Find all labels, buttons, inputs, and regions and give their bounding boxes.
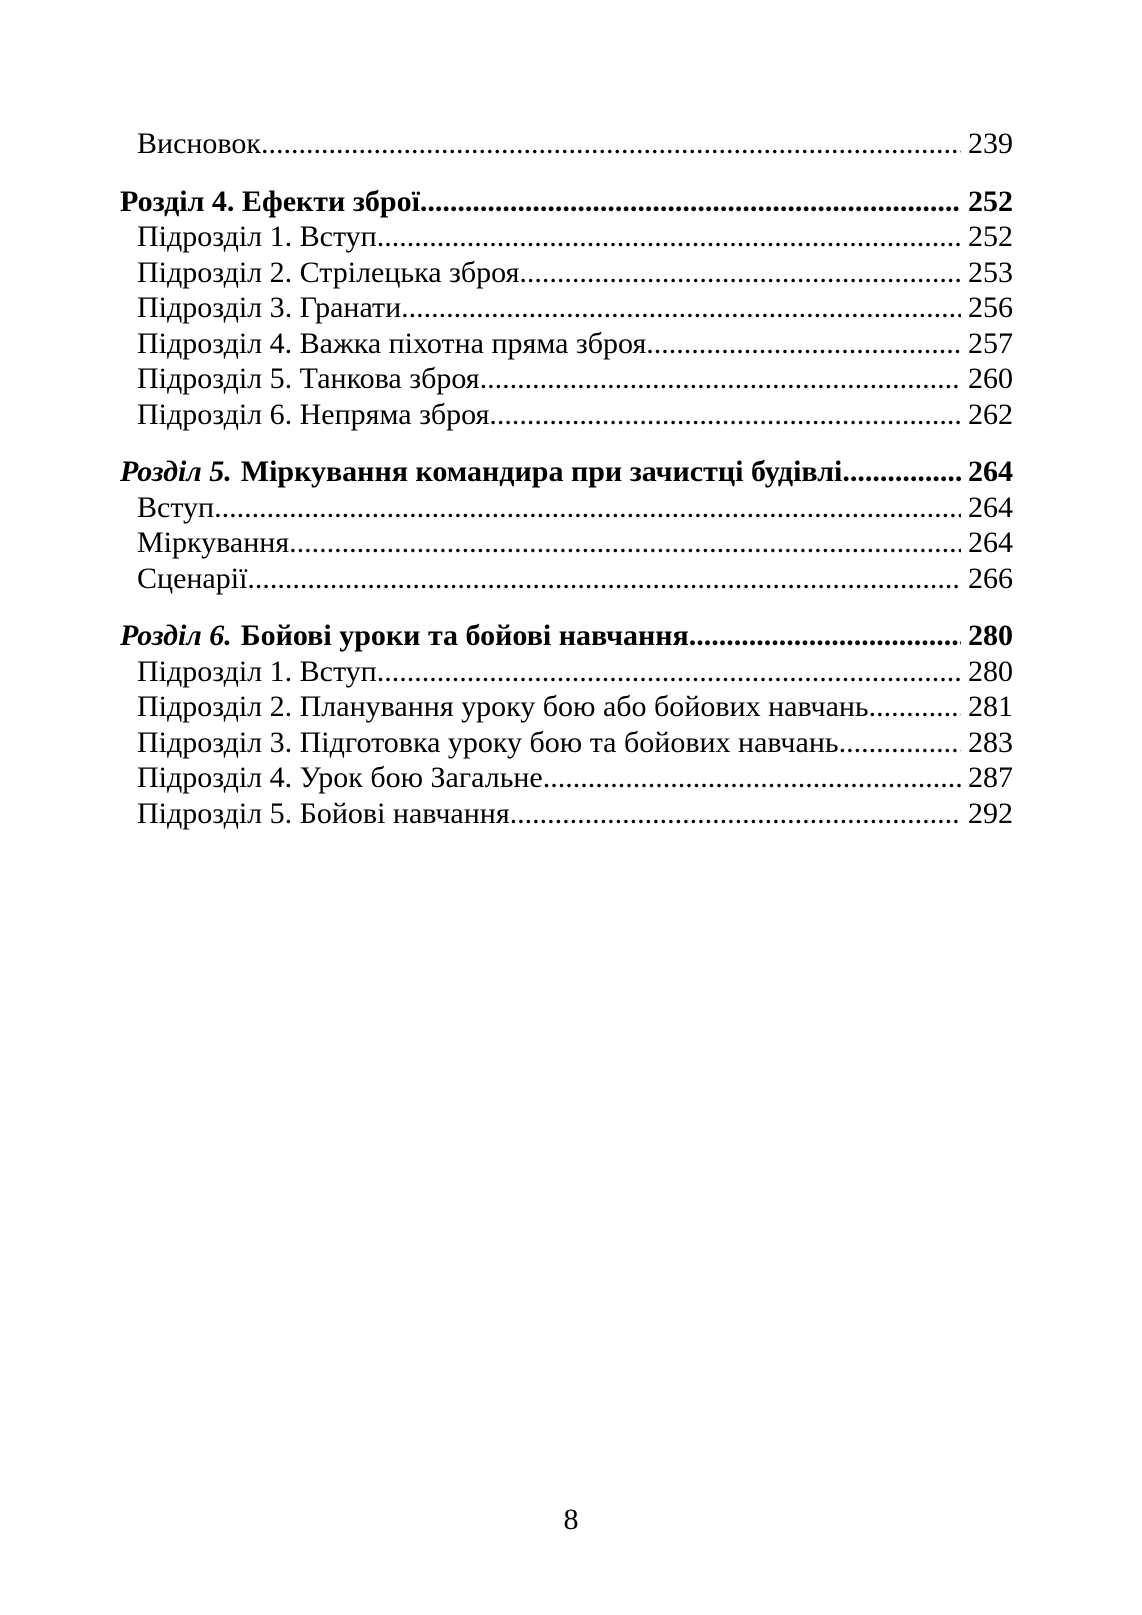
dot-leader (420, 184, 961, 220)
toc-entry-page: 280 (968, 619, 1013, 652)
toc-entry-page: 292 (968, 796, 1013, 830)
toc-entry-page: 252 (968, 184, 1013, 218)
toc-entry-page: 264 (968, 490, 1013, 524)
toc-entry-chapter-number: Розділ 6. (120, 619, 232, 652)
toc-entry-page: 266 (968, 561, 1013, 595)
dot-leader (401, 290, 961, 326)
toc-entry-page: 260 (968, 362, 1013, 395)
toc-entry (137, 525, 1013, 561)
dot-leader (510, 796, 961, 832)
toc-entry-page: 257 (968, 326, 1013, 360)
toc-entry-title: Розділ 4. Ефекти зброї (120, 184, 420, 218)
toc-entry (137, 689, 1013, 725)
dot-leader (377, 219, 961, 255)
toc-entry (137, 361, 1013, 397)
dot-leader (289, 525, 961, 561)
toc-entry (137, 561, 1013, 597)
toc-entry-title: Сценарії (137, 561, 248, 595)
toc-entry-title: Підрозділ 3. Підготовка уроку бою та бойових навчань (137, 725, 839, 759)
dot-leader (214, 490, 961, 526)
toc-entry-title: Міркування командира при зачистці будівлі (240, 455, 843, 488)
dot-leader (489, 397, 961, 433)
dot-leader (842, 454, 961, 490)
toc-entry-title: Висновок (137, 127, 261, 160)
toc-entry-page: 239 (968, 127, 1013, 160)
toc-entry-title: Підрозділ 1. Вступ (137, 220, 377, 253)
toc-entry (137, 255, 1013, 291)
dot-leader (646, 326, 961, 362)
toc-entry-title: Підрозділ 6. Непряма зброя (137, 397, 490, 431)
toc-entry (137, 397, 1013, 433)
toc-entry-chapter-number: Розділ 5. (120, 455, 232, 488)
toc-entry-chapter (120, 454, 1013, 490)
toc-entry-title: Вступ (137, 490, 215, 524)
toc-entry (137, 760, 1013, 796)
toc-entry-chapter (120, 618, 1013, 654)
dot-leader (543, 760, 961, 796)
toc-entry-title: Підрозділ 2. Стрілецька зброя (137, 255, 520, 289)
toc-entry-page: 287 (968, 761, 1013, 794)
page-number: 8 (563, 1503, 579, 1536)
toc-entry-page: 264 (968, 526, 1013, 559)
dot-leader (261, 126, 961, 162)
toc-entry-title: Підрозділ 3. Гранати (137, 291, 402, 324)
toc-entry-title: Міркування (137, 526, 290, 559)
dot-leader (247, 561, 961, 597)
toc-entry (137, 126, 1013, 162)
toc-entry-page: 253 (968, 255, 1013, 289)
toc-entry-page: 262 (968, 397, 1013, 431)
dot-leader (377, 654, 961, 690)
toc-entry-title: Бойові уроки та бойові навчання (240, 619, 689, 652)
dot-leader (519, 255, 961, 291)
toc-entry (137, 219, 1013, 255)
toc-entry-title: Підрозділ 4. Урок бою Загальне (137, 761, 543, 794)
dot-leader (689, 618, 961, 654)
toc-entry-title: Підрозділ 5. Танкова зброя (137, 362, 480, 395)
toc-entry-title: Підрозділ 4. Важка піхотна пряма зброя (137, 326, 647, 360)
dot-leader (869, 689, 961, 725)
toc-entry (137, 654, 1013, 690)
table-of-contents (0, 126, 1142, 831)
toc-entry-page: 252 (968, 220, 1013, 253)
toc-entry (137, 796, 1013, 832)
toc-entry-page: 264 (968, 455, 1013, 488)
toc-entry-page: 280 (968, 654, 1013, 688)
toc-entry (137, 725, 1013, 761)
toc-entry-title: Підрозділ 1. Вступ (137, 654, 377, 688)
toc-entry-page: 281 (968, 690, 1013, 723)
toc-entry (137, 326, 1013, 362)
dot-leader (480, 361, 961, 397)
toc-entry (137, 290, 1013, 326)
toc-entry (137, 490, 1013, 526)
toc-entry-title: Підрозділ 2. Планування уроку бою або бойових навчань (137, 690, 869, 723)
toc-entry-page: 256 (968, 291, 1013, 324)
toc-entry-chapter (120, 184, 1013, 220)
toc-entry-page: 283 (968, 725, 1013, 759)
toc-entry-title: Підрозділ 5. Бойові навчання (137, 796, 510, 830)
dot-leader (839, 725, 961, 761)
